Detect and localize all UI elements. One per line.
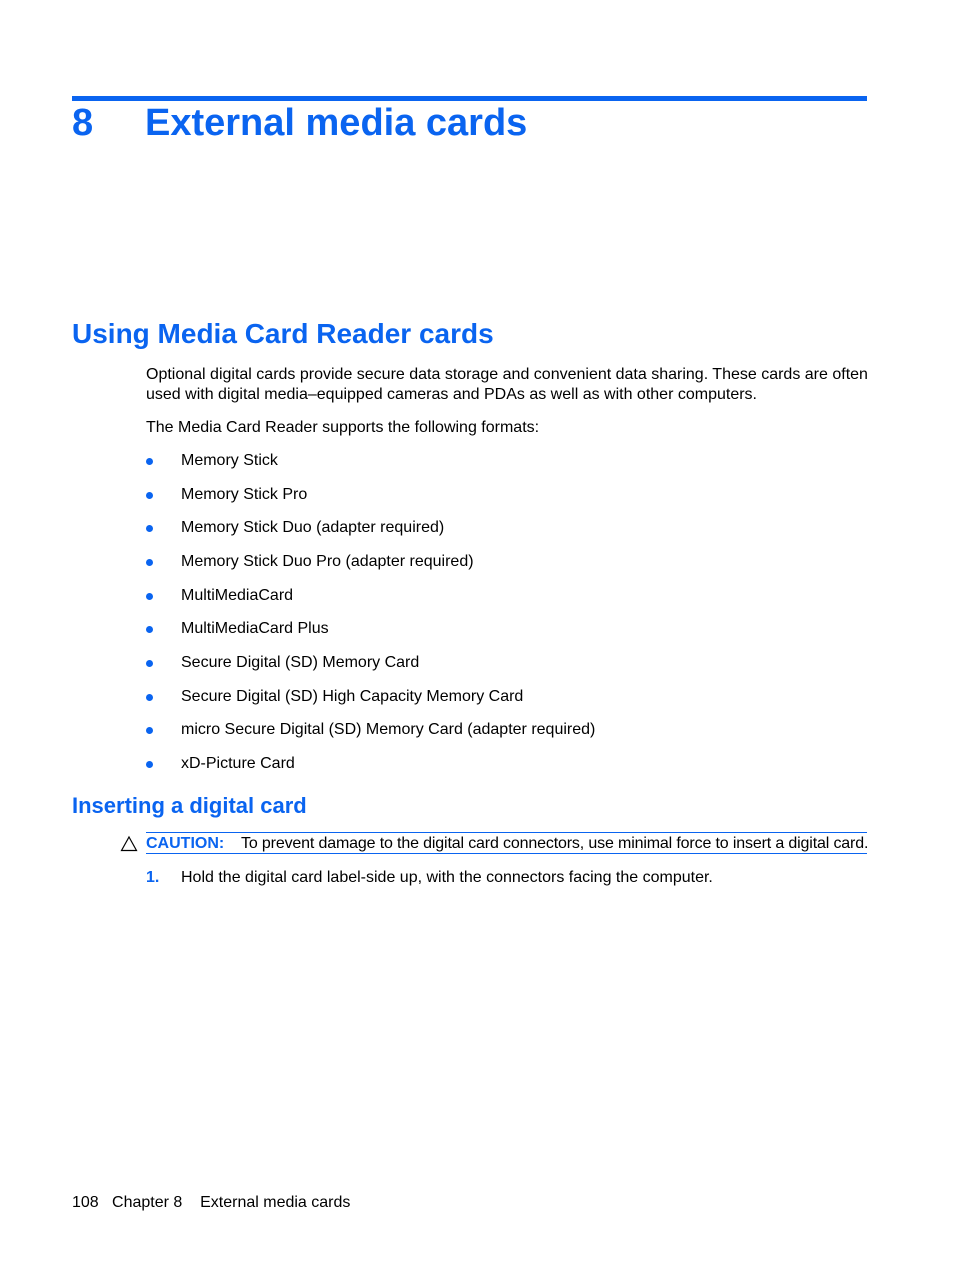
bullet-icon xyxy=(146,559,153,566)
footer-chapter-label: Chapter 8 xyxy=(112,1194,183,1211)
step-text: Hold the digital card label-side up, with the connectors facing the computer. xyxy=(181,869,713,886)
bullet-icon xyxy=(146,593,153,600)
caution-text: To prevent damage to the digital card connectors, use minimal force to insert a digital card. xyxy=(241,835,869,852)
bullet-icon xyxy=(146,525,153,532)
chapter-number: 8 xyxy=(72,102,94,144)
chapter-rule xyxy=(72,96,867,101)
bullet-icon xyxy=(146,694,153,701)
step-number: 1. xyxy=(146,869,160,886)
formats-intro-paragraph: The Media Card Reader supports the following formats: xyxy=(146,419,540,436)
page-footer xyxy=(72,1193,350,1213)
bullet-icon xyxy=(146,660,153,667)
intro-paragraph: Optional digital cards provide secure data storage and convenient data sharing. These cards are often used with digital media–equipped cameras and PDAs as well as with other computers. xyxy=(146,366,868,403)
bullet-icon xyxy=(146,492,153,499)
warning-triangle-icon xyxy=(120,835,138,853)
subsection-title: Inserting a digital card xyxy=(72,793,307,818)
caution-top-rule xyxy=(146,832,867,833)
caution-bottom-rule xyxy=(146,853,867,854)
bullet-icon xyxy=(146,727,153,734)
bullet-icon xyxy=(146,458,153,465)
footer-chapter-title: External media cards xyxy=(200,1194,351,1211)
page-number: 108 xyxy=(72,1194,99,1211)
chapter-title: External media cards xyxy=(145,102,528,144)
bullet-icon xyxy=(146,761,153,768)
caution-label: CAUTION: xyxy=(146,835,225,852)
bullet-icon xyxy=(146,626,153,633)
section-title: Using Media Card Reader cards xyxy=(72,318,494,349)
